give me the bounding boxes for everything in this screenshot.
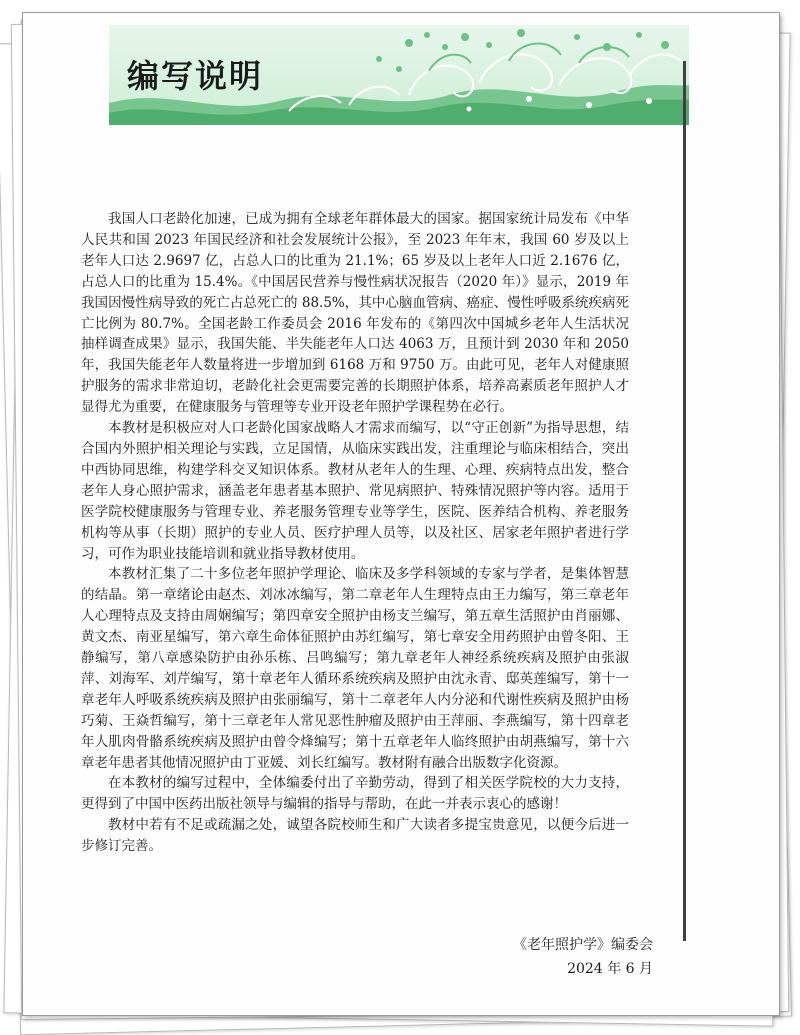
page-title: 编写说明 [127,57,264,95]
paragraph: 本教材是积极应对人口老龄化国家战略人才需求而编写，以“守正创新”为指导思想，结合国内外照护相关理论与实践，立足国情，从临床实践出发，注重理论与临床相结合，突出中西协同思维，构建学科交叉知识体系。教材从老年人的生理、心理、疾病特点出发，整合老年人身心照护需求，涵盖老年患者基本照护、常见病照护、特殊情况照护等内容。适用于医学院校健康服务与管理专业、养老服务管理专业等学生，医院、医养结合机构、养老服务机构等从事（长期）照护的专业人员、医疗护理人员等，以及社区、居家老年照护者进行学习，可作为职业技能培训和就业指导教材使用。 [81,420,629,562]
paragraph: 本教材汇集了二十多位老年照护学理论、临床及多学科领域的专家与学者，是集体智慧的结晶。第一章绪论由赵杰、刘冰冰编写，第二章老年人生理特点由王力编写，第三章老年人心理特点及支持由周娴编写；第四章安全照护由杨支兰编写，第五章生活照护由肖丽娜、黄文杰、南亚星编写，第六章生命体征照护由苏红编写，第七章安全用药照护由曾冬阳、王静编写，第八章感染防护由孙乐栋、吕鸣编写；第九章老年人神经系统疾病及照护由张淑萍、刘海军、刘芹编写，第十章老年人循环系统疾病及照护由沈永青、邸英莲编写，第十一章老年人呼吸系统疾病及照护由张丽编写，第十二章老年人内分泌和代谢性疾病及照护由杨巧菊、王焱哲编写，第十三章老年人常见恶性肿瘤及照护由王萍丽、李燕编写，第十四章老年人肌肉骨骼系统疾病及照护由曾令烽编写；第十五章老年人临终照护由胡燕编写，第十六章老年患者其他情况照护由丁亚媛、刘长红编写。教材附有融合出版数字化资源。 [81,566,629,771]
body-text [81,209,629,857]
signature-date: 2024 年 6 月 [567,961,653,977]
signature-block [513,933,653,981]
title-banner [109,25,689,125]
paragraph: 教材中若有不足或疏漏之处，诚望各院校师生和广大读者多提宝贵意见，以便今后进一步修订完善。 [81,817,629,855]
paragraph: 在本教材的编写过程中，全体编委付出了辛勤劳动，得到了相关医学院校的大力支持，更得到了中国中医药出版社领导与编辑的指导与帮助，在此一并表示衷心的感谢！ [81,775,629,813]
paragraph: 我国人口老龄化加速，已成为拥有全球老年群体最大的国家。据国家统计局发布《中华人民共和国 2023 年国民经济和社会发展统计公报》，至 2023 年年末，我国 60 岁及以上老年人口达 2.9697 亿，占总人口的比重为 21.1%；65 岁及以上老年人口近 2.1676 亿，占总人口的比重为 15.4%。《中国居民营养与慢性病状况报告（2020 年）》显示，2019 年我国因慢性病导致的死亡占总死亡的 88.5%，其中心脑血管病、癌症、慢性呼吸系统疾病死亡比例为 80.7%。全国老龄工作委员会 2016 年发布的《第四次中国城乡老年人生活状况抽样调查成果》显示，我国失能、半失能老年人口达 4063 万，且预计到 2030 年和 2050 年，我国失能老年人数量将进一步增加到 6168 万和 9750 万。由此可见，老年人对健康照护服务的需求非常迫切，老龄化社会更需要完善的长期照护体系，培养高素质老年照护人才显得尤为重要，在健康服务与管理等专业开设老年照护学课程势在必行。 [81,211,629,416]
document-page [22,12,780,1016]
vertical-rule [683,61,686,941]
signature-committee: 《老年照护学》编委会 [513,937,653,953]
